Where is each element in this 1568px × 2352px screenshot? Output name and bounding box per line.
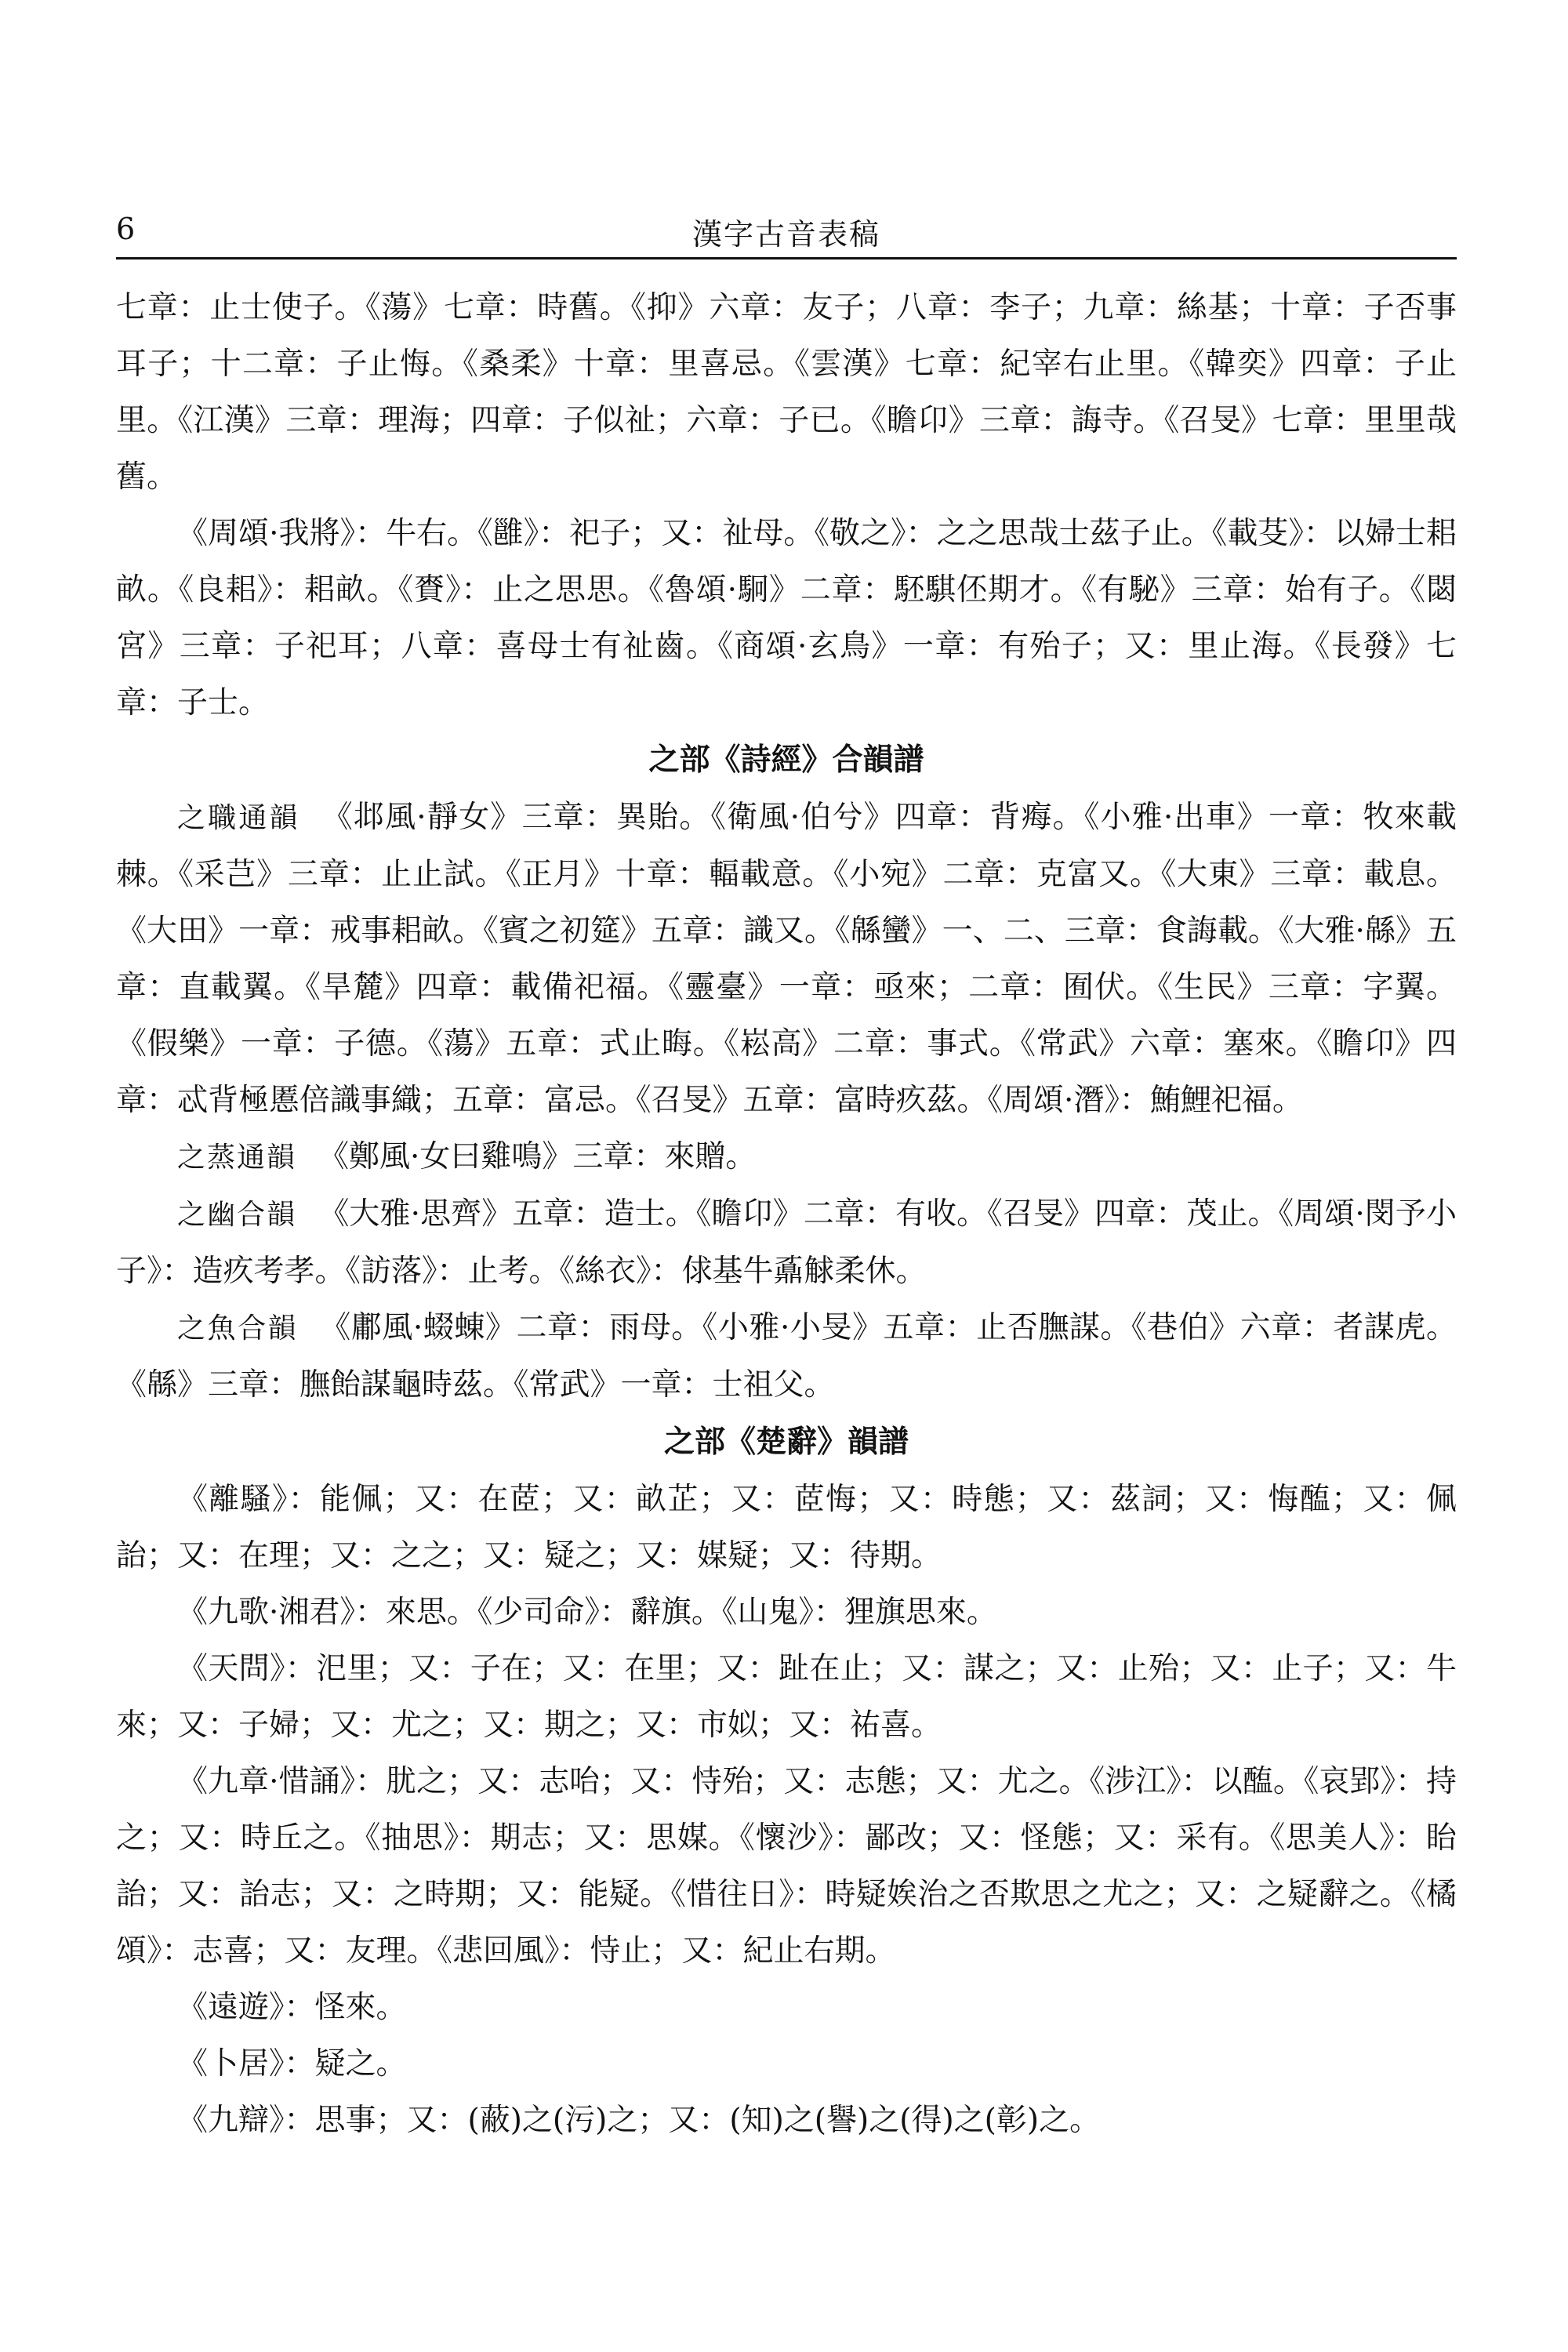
paragraph <box>116 1754 1457 1980</box>
paragraph-text: 《九章·惜誦》：肬之；又：志咍；又：恃殆；又：志態；又：尤之。《涉江》：以醢。《哀郢》：持之；又：時丘之。《抽思》：期志；又：思媒。《懷沙》：鄙改；又：怪態；又：采有。《思美人》：眙詒；又：詒志；又：之時期；又：能疑。《惜往日》：時疑娭治之否欺思之尤之；又：之疑辭之。《橘頌》：志喜；又：友理。《悲回風》：恃止；又：紀止右期。 <box>116 1764 1457 1969</box>
paragraph <box>116 1584 1457 1641</box>
paragraph-text: 《鄭風·女曰雞鳴》三章：來贈。 <box>318 1139 757 1174</box>
rhyme-category-label: 之職通韻 <box>177 802 300 834</box>
page-header <box>116 205 1457 260</box>
paragraph-text: 《鄘風·蝃蝀》二章：雨母。《小雅·小旻》五章：止否膴謀。《巷伯》六章：者謀虎。《緜》三章：膴飴謀龜時茲。《常武》一章：士祖父。 <box>116 1310 1457 1403</box>
paragraph <box>116 506 1457 731</box>
paragraph-text: 《邶風·靜女》三章：異貽。《衛風·伯兮》四章：背痗。《小雅·出車》一章：牧來載棘。《采芑》三章：止止試。《正月》十章：輻載意。《小宛》二章：克富又。《大東》三章：載息。《大田》一章：戒事耜畝。《賓之初筵》五章：識又。《緜蠻》一、二、三章：食誨載。《大雅·緜》五章：直載翼。《旱麓》四章：載備祀福。《靈臺》一章：亟來；二章：囿伏。《生民》三章：字翼。《假樂》一章：子德。《蕩》五章：式止晦。《崧高》二章：事式。《常武》六章：塞來。《瞻卬》四章：忒背極慝倍識事織；五章：富忌。《召旻》五章：富時疚茲。《周頌·潛》：鮪鯉祀福。 <box>116 800 1457 1118</box>
paragraph-text: 七章：止士使子。《蕩》七章：時舊。《抑》六章：友子；八章：李子；九章：絲基；十章：子否事耳子；十二章：子止悔。《桑柔》十章：里喜忌。《雲漢》七章：紀宰右止里。《韓奕》四章：子止里。《江漢》三章：理海；四章：子似祉；六章：子已。《瞻卬》三章：誨寺。《召旻》七章：里里哉舊。 <box>116 290 1457 495</box>
paragraph <box>116 1980 1457 2036</box>
document-body <box>116 280 1457 2149</box>
paragraph-text: 《離騷》：能佩；又：在茝；又：畝芷；又：茝悔；又：時態；又：茲詞；又：悔醢；又：佩詒；又：在理；又：之之；又：疑之；又：媒疑；又：待期。 <box>116 1482 1457 1573</box>
paragraph <box>116 2092 1457 2149</box>
running-title: 漢字古音表稿 <box>691 217 880 252</box>
paragraph-text: 《天問》：汜里；又：子在；又：在里；又：趾在止；又：謀之；又：止殆；又：止子；又：牛來；又：子婦；又：尤之；又：期之；又：市姒；又：祐喜。 <box>116 1651 1457 1743</box>
paragraph-text: 《九辯》：思事；又：(蔽)之(污)之；又：(知)之(譽)之(得)之(彰)之。 <box>177 2103 1101 2138</box>
paragraph <box>116 1641 1457 1754</box>
paragraph <box>116 2036 1457 2092</box>
page-number: 6 <box>116 212 136 246</box>
document-page <box>116 205 1457 2149</box>
paragraph-text: 《大雅·思齊》五章：造士。《瞻卬》二章：有收。《召旻》四章：茂止。《周頌·閔予小子》：造疚考孝。《訪落》：止考。《絲衣》：俅基牛鼒觩柔休。 <box>116 1196 1457 1289</box>
rhyme-category-label: 之魚合韻 <box>177 1312 299 1345</box>
paragraph-text: 《卜居》：疑之。 <box>177 2046 407 2082</box>
paragraph <box>116 789 1457 1129</box>
paragraph <box>116 1186 1457 1300</box>
rhyme-category-label: 之幽合韻 <box>177 1199 297 1231</box>
paragraph-text: 《九歌·湘君》：來思。《少司命》：辭旗。《山鬼》：狸旗思來。 <box>177 1595 997 1630</box>
paragraph <box>116 1472 1457 1584</box>
section-heading: 之部《楚辭》韻譜 <box>663 1425 909 1460</box>
section-heading: 之部《詩經》合韻譜 <box>648 742 924 778</box>
paragraph-text: 《遠遊》：怪來。 <box>177 1990 407 2025</box>
rhyme-category-label: 之蒸通韻 <box>177 1142 297 1174</box>
paragraph <box>116 1129 1457 1186</box>
paragraph <box>116 280 1457 506</box>
paragraph <box>116 1300 1457 1414</box>
paragraph-text: 《周頌·我將》：牛右。《雝》：祀子；又：祉母。《敬之》：之之思哉士茲子止。《載芟》：以婦士耜畝。《良耜》：耜畝。《賚》：止之思思。《魯頌·駉》二章：駓騏伾期才。《有駜》三章：始有子。《閟宮》三章：子祀耳；八章：喜母士有祉齒。《商頌·玄鳥》一章：有殆子；又：里止海。《長發》七章：子士。 <box>116 516 1457 720</box>
